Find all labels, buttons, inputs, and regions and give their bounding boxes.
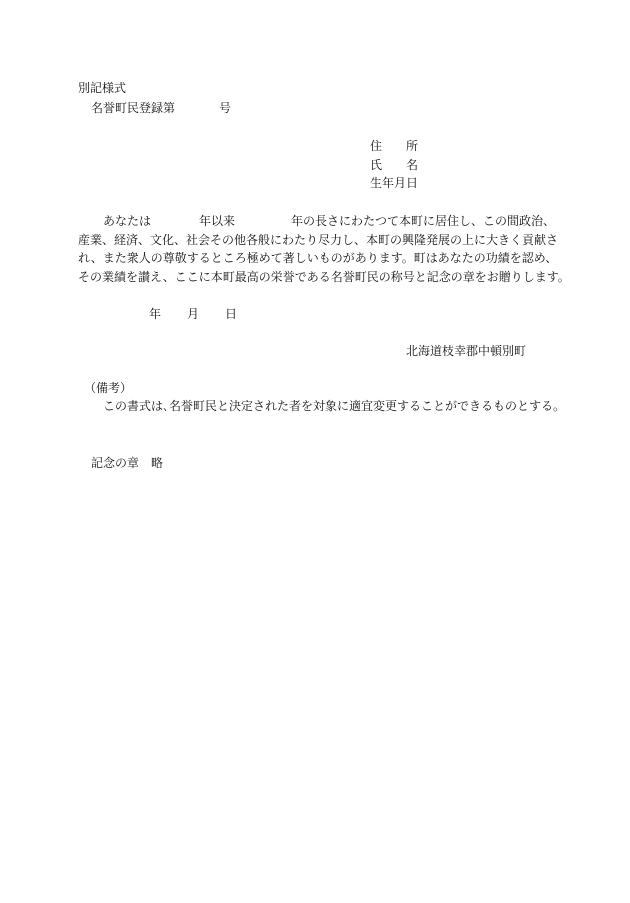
body-line-1-part-1: あなたは <box>103 214 152 228</box>
registration-suffix: 号 <box>219 101 232 115</box>
body-line-4: その業績を讃え、ここに本町最高の栄誉である名誉町民の称号と記念の章をお贈りします。 <box>78 270 570 284</box>
body-line-1-part-2: 年以来 <box>199 214 236 228</box>
body-line-3: れ、また衆人の尊敬するところ極めて著しいものがあります。町はあなたの功績を認め、 <box>78 251 558 265</box>
remarks-text: この書式は､名誉町民と決定された者を対象に適宜変更することができるものとする。 <box>103 399 566 413</box>
date-line <box>149 306 237 322</box>
date-year: 年 <box>149 307 162 321</box>
birthdate-field-label: 生年月日 <box>370 176 419 190</box>
date-day: 日 <box>225 307 238 321</box>
date-month: 月 <box>187 307 200 321</box>
name-field-label: 氏 名 <box>370 158 419 172</box>
badge-note: 記念の章 略 <box>91 456 164 470</box>
issuer: 北海道枝幸郡中頓別町 <box>406 344 527 358</box>
style-label: 別記様式 <box>78 81 127 95</box>
address-field-label: 住 所 <box>370 139 419 153</box>
body-line-2: 産業、経済、文化、社会その他各般にわたり尽力し、本町の興隆発展の上に大きく貢献さ <box>78 233 559 247</box>
body-line-1-part-3: 年の長さにわたつて本町に居住し、この間政治、 <box>291 214 556 228</box>
remarks-heading: （備考） <box>84 381 133 395</box>
registration-number-line <box>91 100 231 116</box>
registration-prefix: 名誉町民登録第 <box>91 101 176 115</box>
body-line-1 <box>103 213 555 229</box>
